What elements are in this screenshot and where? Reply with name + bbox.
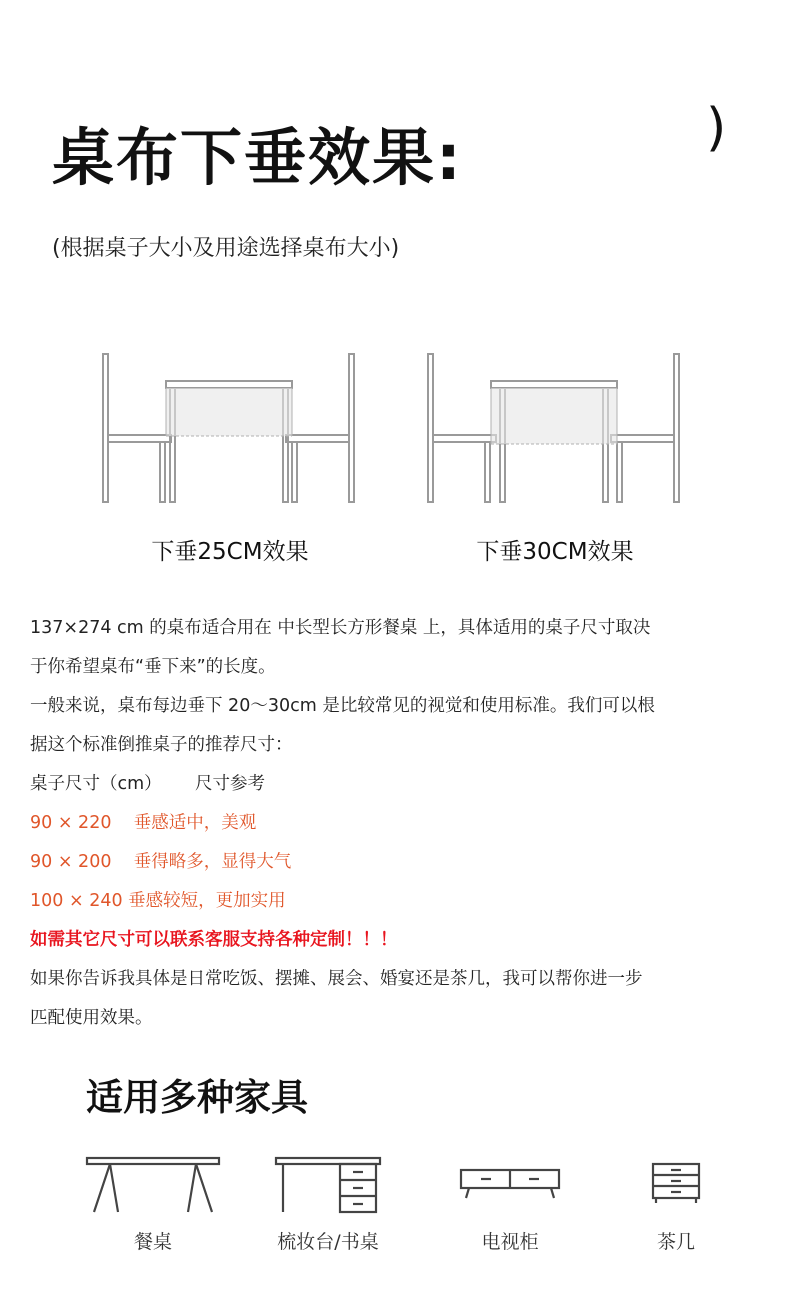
page-title: 桌布下垂效果: bbox=[52, 121, 463, 194]
tv-cabinet-icon bbox=[435, 1150, 585, 1220]
size-table-header: 桌子尺寸（cm） 尺寸参考 bbox=[30, 774, 266, 794]
furniture-label-coffee-table: 茶几 bbox=[656, 1231, 695, 1253]
page-subtitle: (根据桌子大小及用途选择桌布大小) bbox=[52, 236, 400, 261]
dining-set-short-drop-illustration bbox=[100, 348, 360, 508]
scene-label-25cm: 下垂25CM效果 bbox=[151, 539, 309, 565]
furniture-label-desk: 梳妆台/书桌 bbox=[277, 1231, 379, 1253]
intro-line-1: 137×274 cm 的桌布适合用在 中长型长方形餐桌 上，具体适用的桌子尺寸取决 bbox=[30, 618, 651, 638]
standard-line-2: 据这个标准倒推桌子的推荐尺寸： bbox=[30, 735, 293, 755]
size-row: 90 × 200 垂得略多，显得大气 bbox=[30, 852, 292, 872]
intro-line-2: 于你希望桌布“垂下来”的长度。 bbox=[30, 657, 276, 677]
outro-line-2: 匹配使用效果。 bbox=[30, 1008, 153, 1028]
outro-line-1: 如果你告诉我具体是日常吃饭、摆摊、展会、婚宴还是茶几，我可以帮你进一步 bbox=[30, 969, 643, 989]
decorative-parenthesis: ) bbox=[706, 98, 727, 158]
size-row: 100 × 240 垂感较短，更加实用 bbox=[30, 891, 286, 911]
dining-table-icon bbox=[78, 1150, 228, 1220]
standard-line-1: 一般来说，桌布每边垂下 20～30cm 是比较常见的视觉和使用标准。我们可以根 bbox=[30, 696, 655, 716]
size-description bbox=[30, 609, 770, 1038]
dining-set-long-drop-illustration bbox=[425, 348, 685, 508]
furniture-section-title: 适用多种家具 bbox=[86, 1076, 308, 1119]
furniture-label-dining-table: 餐桌 bbox=[133, 1231, 172, 1253]
desk-icon bbox=[253, 1150, 403, 1220]
coffee-table-icon bbox=[601, 1150, 751, 1220]
custom-size-notice: 如需其它尺寸可以联系客服支持各种定制！！！ bbox=[30, 930, 398, 950]
size-row: 90 × 220 垂感适中，美观 bbox=[30, 813, 257, 833]
furniture-label-tv-cabinet: 电视柜 bbox=[481, 1231, 539, 1253]
scene-label-30cm: 下垂30CM效果 bbox=[476, 539, 634, 565]
